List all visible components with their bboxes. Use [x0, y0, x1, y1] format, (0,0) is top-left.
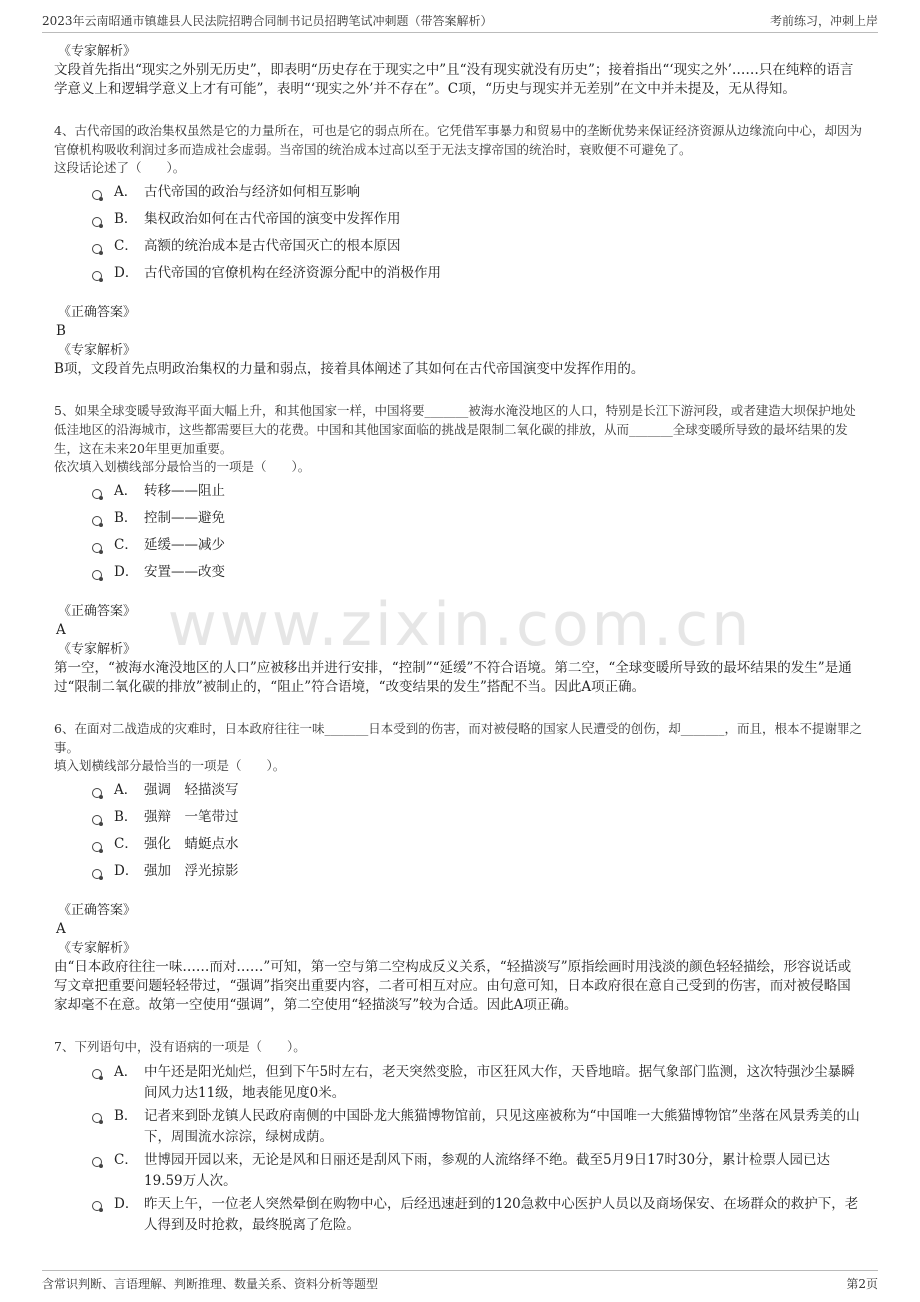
q7-option-c[interactable]: C． 世博园开园以来，无论是风和日丽还是刮风下雨，参观的人流络绎不绝。截至5月9日17时30分，累计检票人园已达19.59万人次。 [92, 1150, 864, 1192]
q5-option-c[interactable]: C． 延缓——减少 [92, 536, 864, 555]
page-content [54, 42, 864, 1238]
radio-button-icon[interactable] [92, 815, 102, 825]
q7-option-a[interactable]: A． 中午还是阳光灿烂，但到下午5时左右，老天突然变脸，市区狂风大作，天昏地暗。据气象部门监测，这次特强沙尘暴瞬间风力达11级，地表能见度0米。 [92, 1062, 864, 1104]
q6-option-b[interactable]: B． 强辩 一笔带过 [92, 808, 864, 827]
watermark: www.zixin.com.cn [167, 590, 753, 660]
q4-prompt: 这段话论述了（ ）。 [54, 160, 186, 175]
radio-button-icon[interactable] [92, 244, 102, 254]
q6-explanation: 由“日本政府往往一味……而对……”可知，第一空与第二空构成反义关系，“轻描淡写”原指绘画时用浅淡的颜色轻轻描绘，形容说话或写文章把重要问题轻轻带过，“强调”指突出重要内容，二者可相互对应。由句意可知，日本政府很在意自己受到的伤害，而对被侵略国家却毫不在意。故第一空使用“强调”，第二空使用“轻描淡写”较为合适。因此A项正确。 [54, 959, 852, 1013]
q5-answer: A [56, 622, 66, 638]
expert-analysis-label: 《专家解析》 [58, 941, 137, 956]
question-6 [54, 719, 864, 1015]
q6-option-c[interactable]: C． 强化 蜻蜓点水 [92, 835, 864, 854]
q6-answer: A [56, 921, 66, 937]
question-7 [54, 1037, 864, 1236]
q6-option-d[interactable]: D． 强加 浮光掠影 [92, 862, 864, 881]
radio-button-icon[interactable] [92, 1069, 102, 1079]
radio-button-icon[interactable] [92, 1157, 102, 1167]
q4-option-c[interactable]: C． 高额的统治成本是古代帝国灭亡的根本原因 [92, 237, 864, 256]
footer-description: 含常识判断、言语理解、判断推理、数量关系、资料分析等题型 [42, 1276, 379, 1291]
radio-button-icon[interactable] [92, 543, 102, 553]
q6-option-a[interactable]: A． 强调 轻描淡写 [92, 781, 864, 800]
page-footer [42, 1270, 878, 1295]
q6-stem: 6、在面对二战造成的灾难时，日本政府往往一味_______日本受到的伤害，而对被侵略的国家人民遭受的创伤，却_______，而且，根本不提谢罪之事。 [54, 721, 862, 755]
page-header [42, 8, 878, 33]
radio-button-icon[interactable] [92, 570, 102, 580]
q5-option-a[interactable]: A． 转移——阻止 [92, 482, 864, 501]
q5-option-b[interactable]: B． 控制——避免 [92, 509, 864, 528]
radio-button-icon[interactable] [92, 869, 102, 879]
expert-analysis-label: 《专家解析》 [58, 44, 137, 59]
q4-option-b[interactable]: B． 集权政治如何在古代帝国的演变中发挥作用 [92, 210, 864, 229]
document-title: 2023年云南昭通市镇雄县人民法院招聘合同制书记员招聘笔试冲刺题（带答案解析） [42, 13, 493, 28]
header-slogan: 考前练习，冲刺上岸 [769, 13, 878, 28]
q4-answer: B [56, 323, 66, 339]
radio-button-icon[interactable] [92, 271, 102, 281]
page-number: 第2页 [846, 1276, 878, 1291]
q3-explanation: 文段首先指出“现实之外别无历史”，即表明“历史存在于现实之中”且“没有现实就没有历史”；接着指出“‘现实之外’……只在纯粹的语言学意义上和逻辑学意义上才有可能”，表明“‘现实之外’并不存在”。C项，“历史与现实并无差别”在文中并未提及，无从得知。 [54, 62, 854, 97]
radio-button-icon[interactable] [92, 217, 102, 227]
radio-button-icon[interactable] [92, 1113, 102, 1123]
q4-option-a[interactable]: A． 古代帝国的政治与经济如何相互影响 [92, 183, 864, 202]
correct-answer-label: 《正确答案》 [58, 305, 137, 320]
radio-button-icon[interactable] [92, 489, 102, 499]
radio-button-icon[interactable] [92, 516, 102, 526]
q4-explanation: B项，文段首先点明政治集权的力量和弱点，接着具体阐述了其如何在古代帝国演变中发挥作用的。 [54, 361, 645, 377]
q7-option-b[interactable]: B． 记者来到卧龙镇人民政府南侧的中国卧龙大熊猫博物馆前，只见这座被称为“中国唯一大熊猫博物馆”坐落在风景秀美的山下，周围流水淙淙，绿树成荫。 [92, 1106, 864, 1148]
radio-button-icon[interactable] [92, 1201, 102, 1211]
radio-button-icon[interactable] [92, 190, 102, 200]
q5-option-d[interactable]: D． 安置——改变 [92, 563, 864, 582]
q5-stem: 5、如果全球变暖导致海平面大幅上升，和其他国家一样，中国将要_______被海水淹没地区的人口，特别是长江下游河段，或者建造大坝保护地处低洼地区的沿海城市，这些都需要巨大的花费。中国和其他国家面临的挑战是限制二氧化碳的排放，从而_______全球变暖所导致的最坏结果的发生，这在未来20年里更加重要。 [54, 403, 856, 456]
q4-stem: 4、古代帝国的政治集权虽然是它的力量所在，可也是它的弱点所在。它凭借军事暴力和贸易中的垄断优势来保证经济资源从边缘流向中心，却因为官僚机构吸收利润过多而造成社会虚弱。当帝国的统治成本过高以至于无法支撑帝国的统治时，衰败便不可避免了。 [54, 123, 862, 157]
correct-answer-label: 《正确答案》 [58, 903, 137, 918]
correct-answer-label: 《正确答案》 [58, 604, 137, 619]
radio-button-icon[interactable] [92, 788, 102, 798]
q7-option-d[interactable]: D． 昨天上午，一位老人突然晕倒在购物中心，后经迅速赶到的120急救中心医护人员以及商场保安、在场群众的救护下，老人得到及时抢救，最终脱离了危险。 [92, 1194, 864, 1236]
expert-analysis-label: 《专家解析》 [58, 343, 137, 358]
q5-explanation: 第一空，“被海水淹没地区的人口”应被移出并进行安排，“控制”“延缓”不符合语境。第二空，“全球变暖所导致的最坏结果的发生”是通过“限制二氧化碳的排放”被制止的，“阻止”符合语境，“改变结果的发生”搭配不当。因此A项正确。 [54, 660, 852, 695]
q7-stem: 7、下列语句中，没有语病的一项是（ ）。 [54, 1039, 306, 1054]
expert-analysis-label: 《专家解析》 [58, 642, 137, 657]
radio-button-icon[interactable] [92, 842, 102, 852]
question-4 [54, 121, 864, 379]
q6-prompt: 填入划横线部分最恰当的一项是（ ）。 [54, 758, 286, 773]
q5-prompt: 依次填入划横线部分最恰当的一项是（ ）。 [54, 459, 311, 474]
question-5 [54, 401, 864, 697]
q4-option-d[interactable]: D． 古代帝国的官僚机构在经济资源分配中的消极作用 [92, 264, 864, 283]
